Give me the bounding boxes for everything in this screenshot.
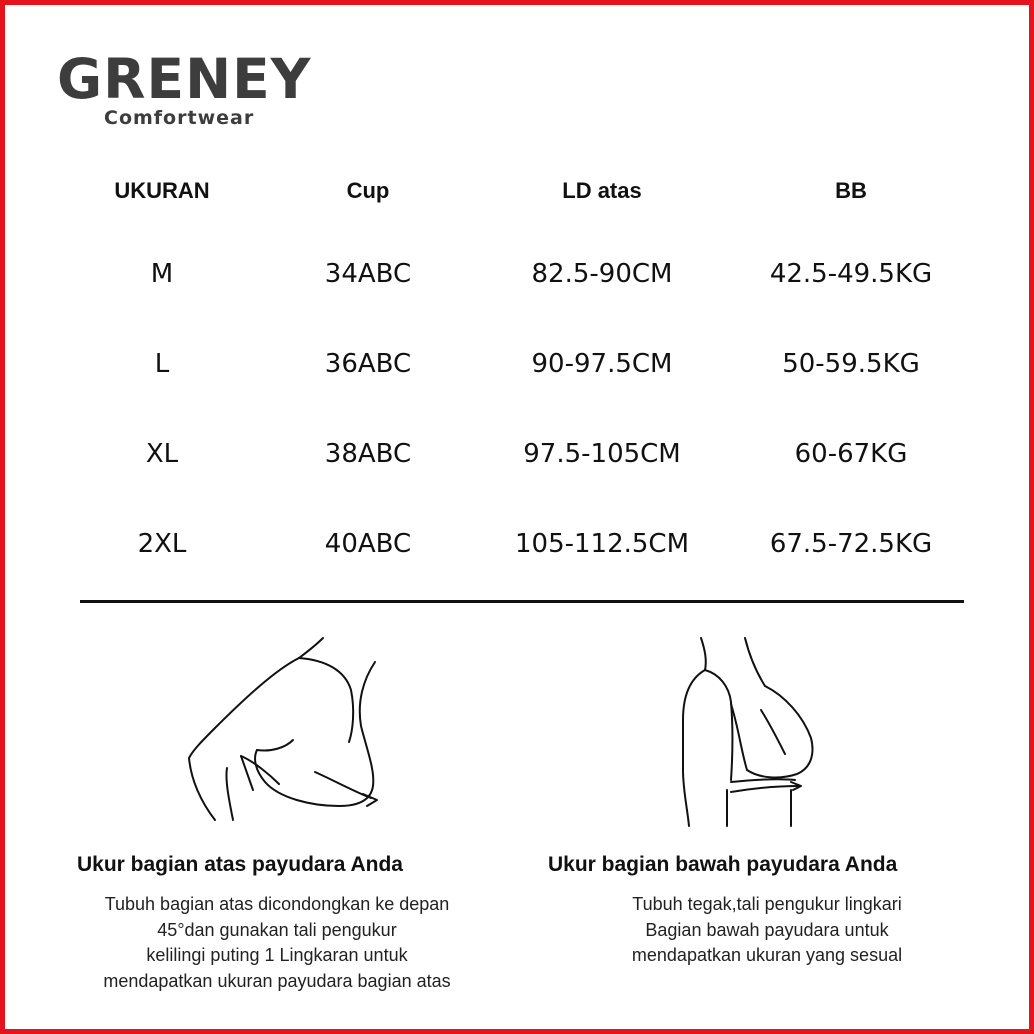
description-line: mendapatkan ukuran yang sesual bbox=[631, 945, 903, 965]
brand-logo bbox=[57, 47, 312, 129]
size-cell: M bbox=[150, 259, 174, 289]
description-line: kelilingi puting 1 Lingkaran untuk bbox=[146, 945, 408, 965]
cup-cell: 36ABC bbox=[324, 349, 412, 379]
cup-cell: 40ABC bbox=[324, 529, 412, 559]
upper-bust-measure-icon bbox=[175, 630, 405, 830]
description-line: Bagian bawah payudara untuk bbox=[645, 919, 889, 940]
ld-atas-cell: 105-112.5CM bbox=[514, 529, 690, 559]
cup-cell: 38ABC bbox=[324, 439, 412, 469]
header-ld-atas: LD atas bbox=[562, 178, 642, 203]
description-line: 45°dan gunakan tali pengukur bbox=[157, 919, 397, 940]
brand-name: GRENEY bbox=[57, 47, 312, 111]
description-line: Tubuh tegak,tali pengukur lingkari bbox=[632, 894, 902, 914]
under-bust-measure-icon bbox=[675, 630, 825, 830]
section-divider bbox=[80, 600, 964, 603]
bb-cell: 60-67KG bbox=[794, 439, 908, 469]
upper-bust-description bbox=[73, 892, 481, 994]
header-bb: BB bbox=[835, 178, 867, 203]
brand-tagline: Comfortwear bbox=[104, 107, 255, 129]
header-cup: Cup bbox=[346, 178, 390, 203]
bb-cell: 50-59.5KG bbox=[782, 349, 920, 379]
under-bust-title: Ukur bagian bawah payudara Anda bbox=[548, 853, 898, 876]
size-cell: XL bbox=[145, 439, 179, 469]
description-line: Tubuh bagian atas dicondongkan ke depan bbox=[104, 894, 450, 914]
ld-atas-cell: 82.5-90CM bbox=[531, 259, 673, 289]
size-cell: 2XL bbox=[137, 529, 187, 559]
upper-bust-title: Ukur bagian atas payudara Anda bbox=[77, 853, 403, 876]
ld-atas-cell: 97.5-105CM bbox=[523, 439, 681, 469]
cup-cell: 34ABC bbox=[324, 259, 412, 289]
ld-atas-cell: 90-97.5CM bbox=[531, 349, 673, 379]
header-ukuran: UKURAN bbox=[114, 178, 210, 203]
under-bust-description bbox=[567, 892, 967, 969]
bb-cell: 67.5-72.5KG bbox=[769, 529, 933, 559]
bb-cell: 42.5-49.5KG bbox=[769, 259, 933, 289]
size-cell: L bbox=[154, 349, 170, 379]
description-line: mendapatkan ukuran payudara bagian atas bbox=[103, 970, 451, 991]
